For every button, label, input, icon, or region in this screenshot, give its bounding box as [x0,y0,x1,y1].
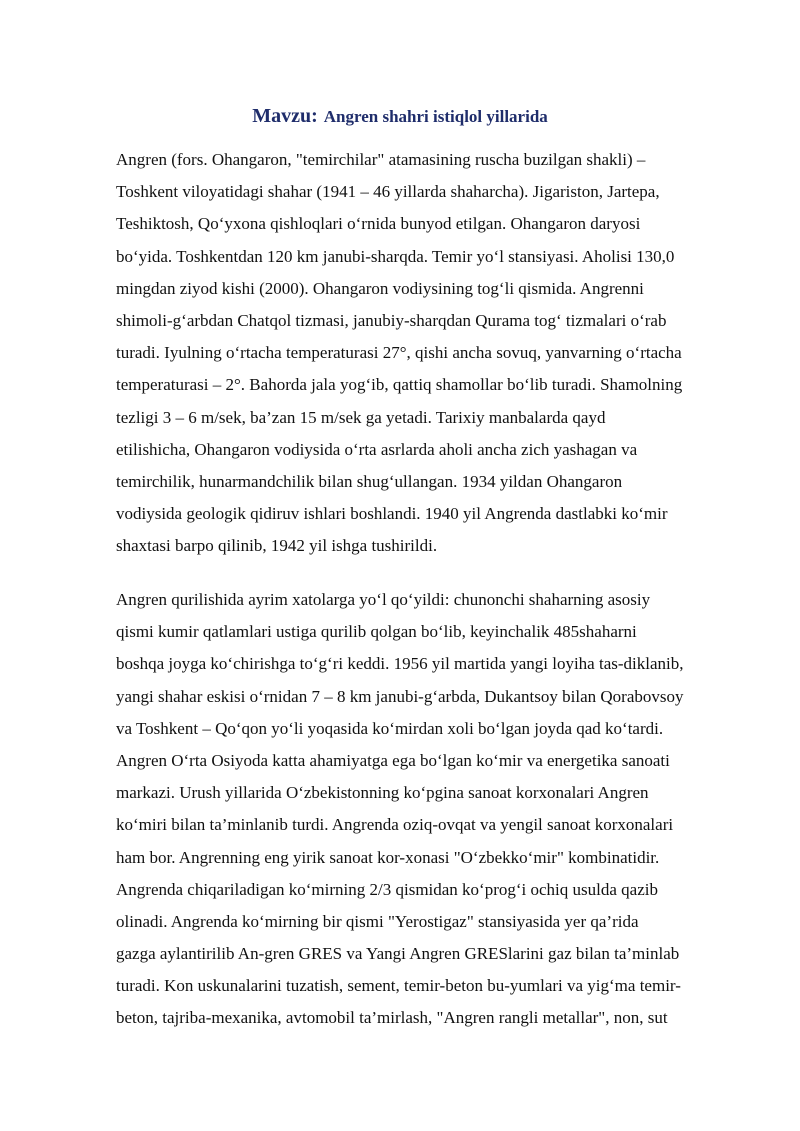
paragraph-line: va Toshkent – Qo‘qon yo‘li yoqasida ko‘mirdan xoli bo‘lgan joyda qad ko‘tardi. [116,718,664,738]
paragraph-1 [116,144,756,562]
paragraph-line: ko‘miri bilan ta’minlanib turdi. Angrenda oziq-ovqat va yengil sanoat korxonalari [116,815,674,835]
paragraph-line: yangi shahar eskisi o‘rnidan 7 – 8 km janubi-g‘arbda, Dukantsoy bilan Qorabovsoy [116,686,684,706]
paragraph-line: ham bor. Angrenning eng yirik sanoat kor-xonasi "O‘zbekko‘mir" kombinatidir. [116,847,660,867]
paragraph-line: qismi kumir qatlamlari ustiga qurilib qolgan bo‘lib, keyinchalik 485shaharni [116,622,637,642]
paragraph-line: olinadi. Angrenda ko‘mirning bir qismi "Yerostigaz" stansiyasida yer qa’rida [116,911,639,931]
paragraph-line: Teshiktosh, Qo‘yxona qishloqlari o‘rnida bunyod etilgan. Ohangaron daryosi [116,214,641,234]
paragraph-line: Toshkent viloyatidagi shahar (1941 – 46 yillarda shaharcha). Jigariston, Jartepa, [116,182,660,202]
title-label: Mavzu: [252,105,318,127]
paragraph-line: markazi. Urush yillarida O‘zbekistonning ko‘pgina sanoat korxonalari Angren [116,783,649,803]
paragraph-line: gazga aylantirilib An-gren GRES va Yangi Angren GRESlarini gaz bilan ta’minlab [116,944,680,964]
paragraph-2 [116,584,756,1035]
paragraph-line: shimoli-g‘arbdan Chatqol tizmasi, janubiy-sharqdan Qurama tog‘ tizmalari o‘rab [116,310,667,330]
paragraph-line: shaxtasi barpo qilinib, 1942 yil ishga tushirildi. [116,536,438,556]
paragraph-line: Angren qurilishida ayrim xatolarga yo‘l qo‘yildi: chunonchi shaharning asosiy [116,590,651,609]
paragraph-line: turadi. Iyulning o‘rtacha temperaturasi 27°, qishi ancha sovuq, yanvarning o‘rtacha [116,343,682,363]
paragraph-line: Angren O‘rta Osiyoda katta ahamiyatga ega bo‘lgan ko‘mir va energetika sanoati [116,750,670,770]
paragraph-line: Angrenda chiqariladigan ko‘mirning 2/3 qismidan ko‘prog‘i ochiq usulda qazib [116,879,658,899]
paragraph-line: etilishicha, Ohangaron vodiysida o‘rta asrlarda aholi ancha zich yashagan va [116,439,638,459]
paragraph-line: tezligi 3 – 6 m/sek, ba’zan 15 m/sek ga yetadi. Tarixiy manbalarda qayd [116,407,606,427]
paragraph-line: bo‘yida. Toshkentdan 120 km janubi-sharqda. Temir yo‘l stansiyasi. Aholisi 130,0 [116,246,675,266]
paragraph-line: mingdan ziyod kishi (2000). Ohangaron vodiysining tog‘li qismida. Angrenni [116,278,644,298]
paragraph-line: temirchilik, hunarmandchilik bilan shug‘ullangan. 1934 yildan Ohangaron [116,471,623,491]
paragraph-line: turadi. Kon uskunalarini tuzatish, sement, temir-beton bu-yumlari va yig‘ma temir- [116,976,681,996]
paragraph-line: temperaturasi – 2°. Bahorda jala yog‘ib, qattiq shamollar bo‘lib turadi. Shamolning [116,375,683,395]
paragraph-line: Angren (fors. Ohangaron, "temirchilar" atamasining ruscha buzilgan shakli) – [116,150,646,169]
paragraph-line: vodiysida geologik qidiruv ishlari boshlandi. 1940 yil Angrenda dastlabki ko‘mir [116,504,668,524]
title-text: Angren shahri istiqlol yillarida [323,107,548,126]
page-title [0,103,800,131]
paragraph-line: beton, tajriba-mexanika, avtomobil ta’mirlash, "Angren rangli metallar", non, sut [116,1008,668,1028]
paragraph-line: boshqa joyga ko‘chirishga to‘g‘ri keddi. 1956 yil martida yangi loyiha tas-diklanib, [116,654,684,674]
